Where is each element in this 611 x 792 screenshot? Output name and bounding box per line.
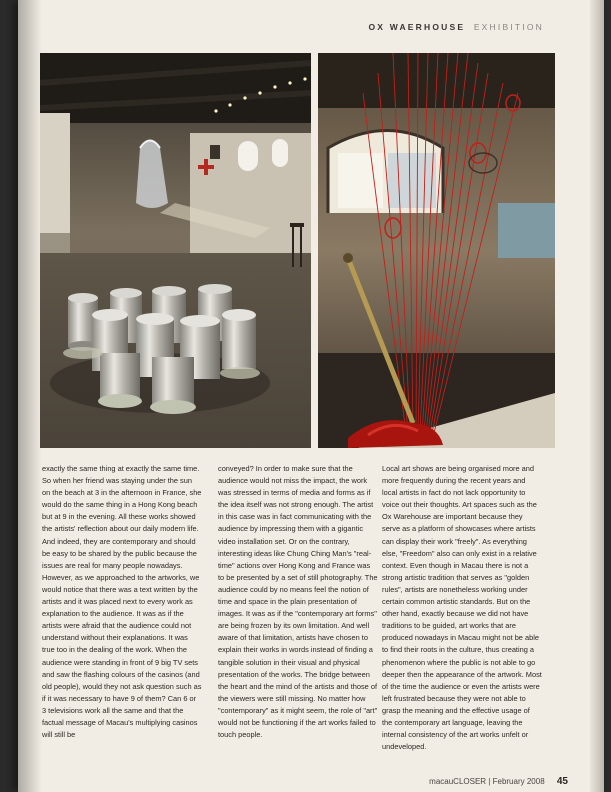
text-column-3 — [382, 463, 542, 753]
column-1-text: exactly the same thing at exactly the same time. So when her friend was staying under the sun on the beach at 3 in the afternoon in France, she would do the same thing in a Hong Kong beach but at 9 in the evening. All these works showed the artists' reflection about our daily modern life. And indeed, they are contemporary and should be easy to be shared by the public because the issues are real for many people nowadays. However, as we approached to the artworks, we would notice that there was a text written by the artists and it was placed next to every work as explanation to the audience. It was as if the artists were afraid that the audience could not understand without their explanations. It was true too in the dealing of the work. When the audience were standing in front of 9 big TV sets and saw the flashing colours of the casinos (and old people), would they not ask question such as if it was necessary to have 9 of them? Can 6 or 3 televisions work all the same and that the factual message of Macau's multiplying casinos will still be — [42, 464, 202, 740]
magazine-page — [18, 0, 604, 792]
page-number: 45 — [556, 776, 568, 787]
header-section: EXHIBITION — [473, 22, 544, 32]
spine-shadow — [18, 0, 42, 792]
header-title: OX WAERHOUSE — [368, 22, 466, 32]
running-header — [368, 22, 544, 32]
page-footer — [429, 776, 568, 787]
column-2-text: conveyed? In order to make sure that the audience would not miss the impact, the work was stressed in terms of media and forms as if the idea itself was not strong enough. The artist in this case was in fact communicating with the audience by impressing them with a gigantic video installation set. Or on the contrary, interesting ideas like Chung Ching Man's "real-time" actions over Hong Kong and France was to be presented by a set of still photography. The audience could by no means feel the notion of time and space in the plain presentation of images. It was as if the "contemporary art forms" are being frozen by its own limitation. And well aware of that limitation, artists have chosen to explain their works in words instead of finding a tangible solution in their visual and physical presentation of the works. The bridge between the heart and the mind of the artists and those of the viewers were still missing. No matter how "contemporary" as it might seem, the role of "art" would not be functioning if the art works failed to touch people. — [218, 464, 378, 740]
page-edge — [590, 0, 604, 792]
photo-red-threads — [318, 53, 555, 448]
text-column-1 — [42, 463, 202, 741]
footer-separator: | — [486, 777, 493, 786]
photo-red-threads-image — [318, 53, 555, 448]
column-3-text: Local art shows are being organised more and more frequently during the recent years and local artists in fact do not lack opportunity to voice out their thoughts. Art spaces such as the Ox Warehouse are important because they serve as a platform of showcases where artists can display their work "freely". As everything else, "Freedom" also can only exist in a relative context. Even though in Macau there is not a strong artistic tradition that serves as "golden rules", artists are nonetheless working under certain common artistic standards. But on the other hand, exactly because we did not have traditions to be guided, art works that are produced nowadays in Macau might not be able to find their roots in the culture, thus creating a phenomenon where the public is not able to go deeper then the appearance of the artwork. Most of the time the audience or even the artists were left frustrated because they were not able to grasp the meaning and the effective usage of the contemporary art language, leaving the internal consistency of the art works unfelt or undeveloped. — [382, 464, 542, 752]
photo-cylinders — [40, 53, 311, 448]
issue-date: February 2008 — [492, 777, 545, 786]
magazine-name: macauCLOSER — [429, 777, 487, 786]
text-column-2 — [218, 463, 378, 741]
photo-cylinders-image — [40, 53, 311, 448]
